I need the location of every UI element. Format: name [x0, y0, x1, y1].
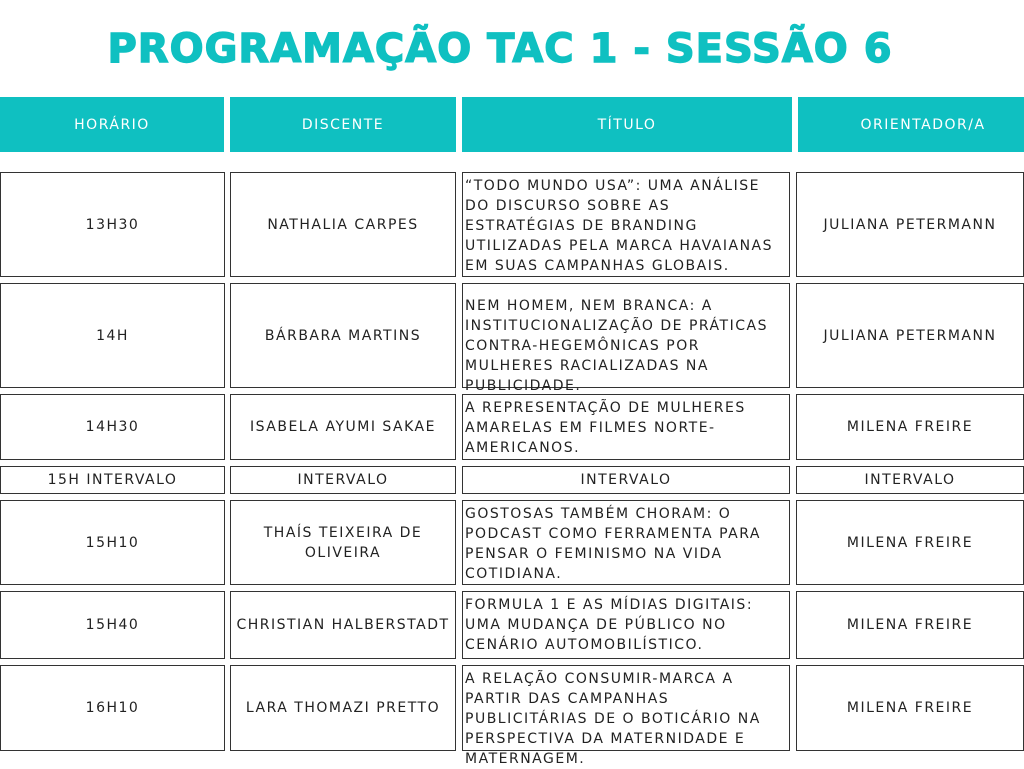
cell-orientador: JULIANA PETERMANN: [796, 283, 1024, 388]
cell-horario: 15H40: [0, 591, 225, 659]
cell-titulo: GOSTOSAS TAMBÉM CHORAM: O PODCAST COMO FERRAMENTA PARA PENSAR O FEMINISMO NA VIDA COTIDIANA.: [462, 500, 790, 585]
table-row: [0, 500, 1024, 585]
table-row: [0, 283, 1024, 394]
cell-titulo: NEM HOMEM, NEM BRANCA: A INSTITUCIONALIZAÇÃO DE PRÁTICAS CONTRA-HEGEMÔNICAS POR MULHERES RACIALIZADAS NA PUBLICIDADE.: [462, 283, 790, 388]
cell-discente: BÁRBARA MARTINS: [230, 283, 456, 388]
cell-orientador: MILENA FREIRE: [796, 394, 1024, 460]
cell-orientador: INTERVALO: [796, 466, 1024, 494]
cell-horario: 15H10: [0, 500, 225, 585]
cell-horario: 16H10: [0, 665, 225, 751]
header-discente: DISCENTE: [230, 97, 456, 152]
table-row: [0, 394, 1024, 460]
cell-titulo: A REPRESENTAÇÃO DE MULHERES AMARELAS EM FILMES NORTE-AMERICANOS.: [462, 394, 790, 460]
header-titulo: TÍTULO: [462, 97, 792, 152]
cell-discente: ISABELA AYUMI SAKAE: [230, 394, 456, 460]
cell-titulo: FORMULA 1 E AS MÍDIAS DIGITAIS: UMA MUDANÇA DE PÚBLICO NO CENÁRIO AUTOMOBILÍSTICO.: [462, 591, 790, 659]
cell-discente: CHRISTIAN HALBERSTADT: [230, 591, 456, 659]
page-title: PROGRAMAÇÃO TAC 1 - SESSÃO 6: [107, 26, 893, 72]
table-row: [0, 466, 1024, 494]
cell-orientador: MILENA FREIRE: [796, 665, 1024, 751]
cell-horario: 14H30: [0, 394, 225, 460]
cell-titulo: INTERVALO: [462, 466, 790, 494]
cell-discente: NATHALIA CARPES: [230, 172, 456, 277]
table-row: [0, 591, 1024, 659]
cell-discente: LARA THOMAZI PRETTO: [230, 665, 456, 751]
cell-orientador: JULIANA PETERMANN: [796, 172, 1024, 277]
cell-orientador: MILENA FREIRE: [796, 591, 1024, 659]
cell-titulo: A RELAÇÃO CONSUMIR-MARCA A PARTIR DAS CAMPANHAS PUBLICITÁRIAS DE O BOTICÁRIO NA PERSPECTIVA DA MATERNIDADE E MATERNAGEM.: [462, 665, 790, 751]
cell-horario: 14H: [0, 283, 225, 388]
cell-discente: INTERVALO: [230, 466, 456, 494]
header-horario: HORÁRIO: [0, 97, 224, 152]
cell-orientador: MILENA FREIRE: [796, 500, 1024, 585]
cell-discente: THAÍS TEIXEIRA DE OLIVEIRA: [230, 500, 456, 585]
cell-titulo: “TODO MUNDO USA”: UMA ANÁLISE DO DISCURSO SOBRE AS ESTRATÉGIAS DE BRANDING UTILIZADAS PELA MARCA HAVAIANAS EM SUAS CAMPANHAS GLOBAIS.: [462, 172, 790, 277]
cell-horario: 15H INTERVALO: [0, 466, 225, 494]
table-row: [0, 172, 1024, 277]
header-orientador: ORIENTADOR/A: [798, 97, 1024, 152]
cell-horario: 13H30: [0, 172, 225, 277]
table-row: [0, 665, 1024, 767]
